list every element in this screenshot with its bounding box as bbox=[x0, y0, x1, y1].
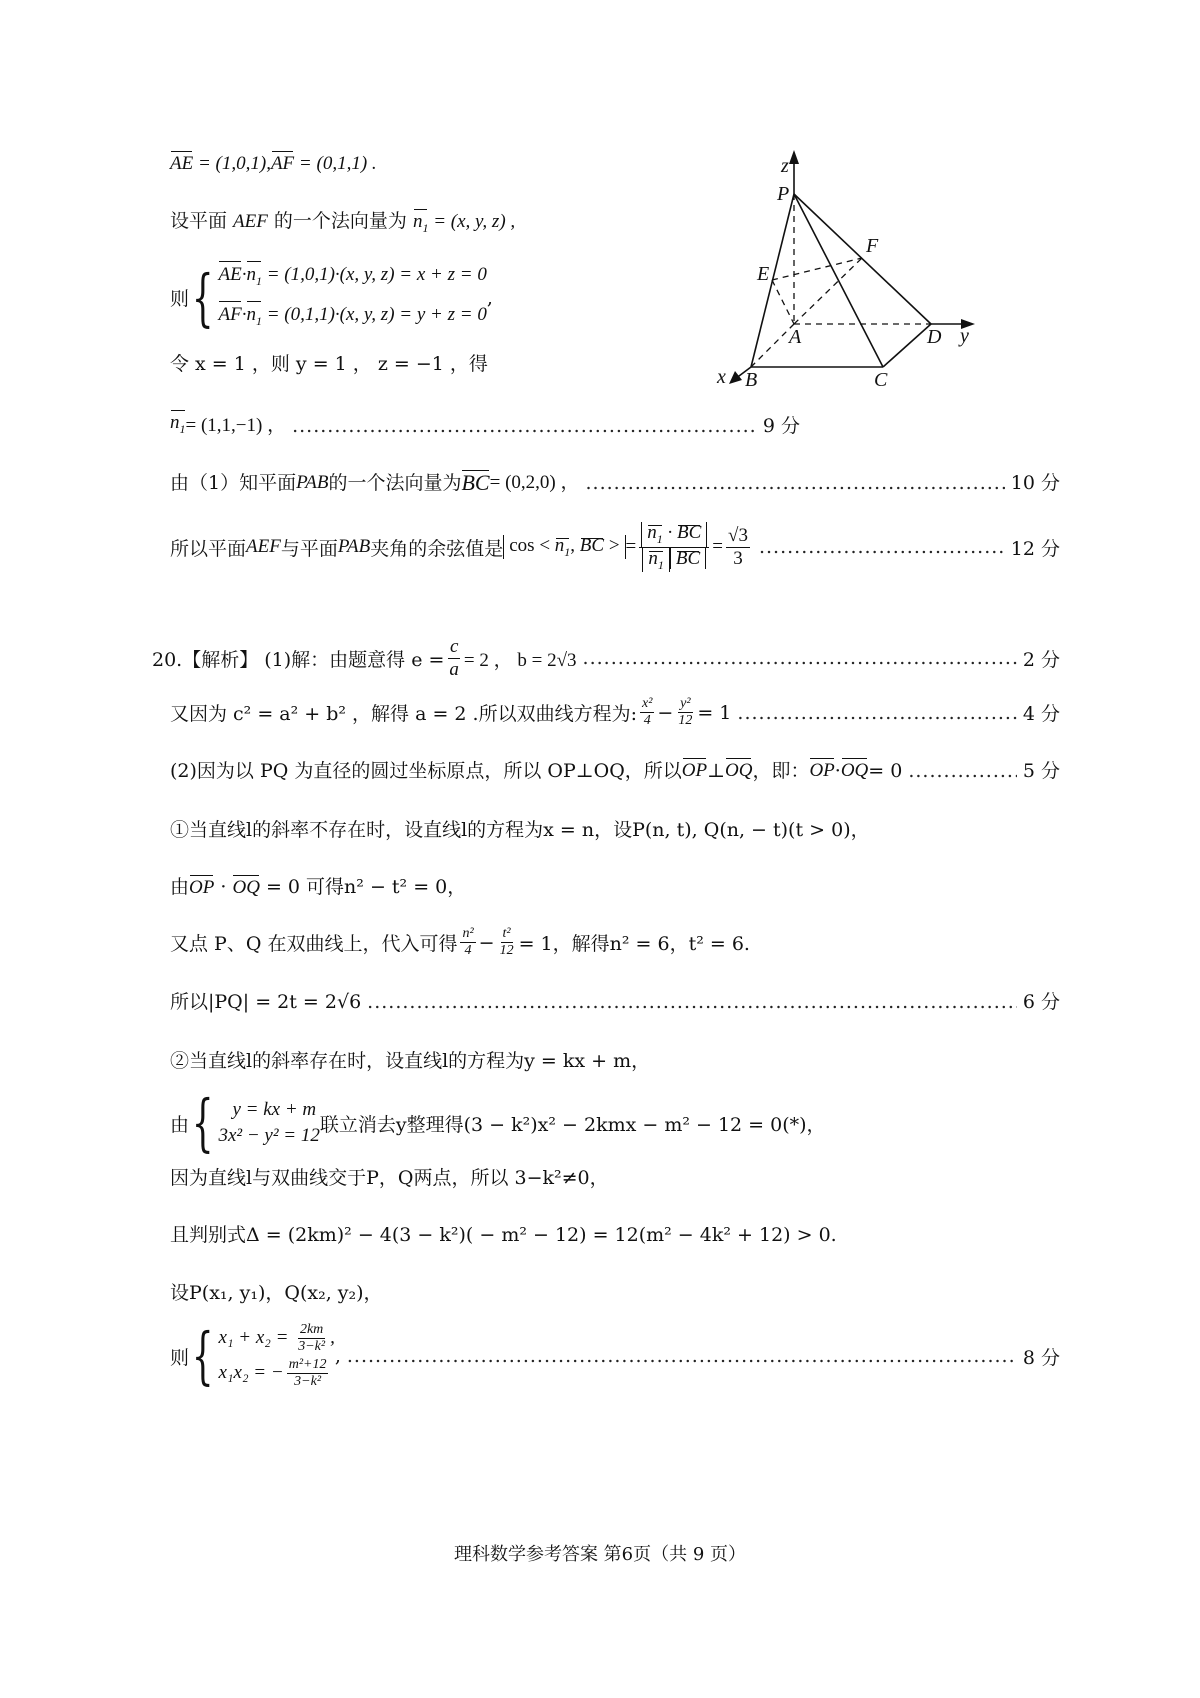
left-brace: { bbox=[191, 260, 214, 334]
score: 12 分 bbox=[1010, 537, 1060, 560]
case1-line: ①当直线l的斜率不存在时，设直线l的方程为x = n，设P(n, t), Q(n, − t)(t > 0)， bbox=[170, 819, 870, 841]
point-e-label: E bbox=[757, 263, 770, 285]
y-axis-label: y bbox=[960, 325, 969, 347]
case2-system-line: 由 { y = kx + m 3x² − y² = 12 联立消去y整理得(3 − k²)x² − 2kmx − m² − 12 = 0(*)， bbox=[170, 1086, 826, 1159]
score: 6 分 bbox=[1022, 991, 1060, 1013]
dot-leader bbox=[347, 1345, 1017, 1367]
score: 5 分 bbox=[1022, 760, 1060, 782]
let-x-line: 令 x = 1 ，则 y = 1 ， z = −1 ，得 bbox=[170, 353, 488, 375]
dot-leader bbox=[737, 702, 1016, 724]
vector-n1: $n_1$ bbox=[413, 206, 429, 244]
score: 8 分 bbox=[1022, 1346, 1060, 1369]
case2-line: ②当直线l的斜率存在时，设直线l的方程为y = kx + m， bbox=[170, 1050, 651, 1072]
vector-ae: AE bbox=[170, 148, 193, 180]
dot-leader bbox=[583, 647, 1017, 669]
perpendicular-line: (2)因为以 PQ 为直径的圆过坐标原点，所以 OP⊥OQ，所以 OP ⊥ OQ ，即： OP · OQ = 0 ..... 5 分 bbox=[170, 755, 1060, 787]
n1-result-line: $n_1$ = (1,1,−1) ， ..... 9 分 bbox=[170, 407, 800, 445]
dot-leader bbox=[292, 410, 757, 442]
cosine-line: 所以平面 AEF 与平面 PAB 夹角的余弦值是 $\cos < n_1$, BC > = $\frac{n_1 \cdot BC}{n_1 BC}$ = $\frac{√3}{3}$ ..... 12 分 bbox=[170, 522, 1060, 572]
vector-ae-af-line: AE = (1,0,1),AF = (0,1,1) . bbox=[170, 148, 1060, 180]
point-c-label: C bbox=[874, 369, 888, 391]
dot-leader bbox=[759, 536, 1005, 558]
points-definition-line: 设P(x₁, y₁)，Q(x₂, y₂)， bbox=[170, 1282, 383, 1304]
pab-normal-line: 由（1）知平面 PAB 的一个法向量为 BC = (0,2,0) ， ..... 10 分 bbox=[170, 467, 1060, 499]
point-p-label: P bbox=[777, 183, 790, 205]
dot-leader bbox=[908, 755, 1017, 787]
z-axis-arrow bbox=[789, 150, 799, 164]
point-d-label: D bbox=[927, 326, 942, 348]
q20-part1-line: 20.【解析】 (1)解：由题意得 e = $\frac{c}{a}$ = 2 ， b = 2√3 ..... 2 分 bbox=[152, 636, 1060, 681]
case1-substitute-line: 又点 P、Q 在双曲线上，代入可得 $\frac{\text{n²}}{4}$ − $\frac{\text{t²}}{12}$ = 1，解得n² = 6，t² = 6. bbox=[170, 926, 750, 959]
point-a-label: A bbox=[789, 326, 802, 348]
pyramid-figure bbox=[705, 148, 995, 398]
vector-af: AF bbox=[271, 148, 294, 180]
page-footer: 理科数学参考答案 第6页（共 9 页） bbox=[453, 1544, 747, 1565]
intersection-condition-line: 因为直线l与双曲线交于P，Q两点，所以 3−k²≠0， bbox=[170, 1167, 609, 1189]
cosine-fraction: $\frac{n_1 \cdot BC}{n_1 BC}$ bbox=[639, 522, 709, 572]
dot-leader bbox=[585, 467, 1004, 499]
vieta-sum: x₁ + x₂ = $\frac{2km}{\text{3−k²}}$ , bbox=[218, 1322, 335, 1355]
system-row-1: $AE\cdot n_1 = (1,0,1)\cdot(x$, y, z) = x + z = 0 bbox=[218, 258, 486, 298]
normal-vector-setup: 设平面 AEF 的一个法向量为 $n_1 = (x$, y, z) , bbox=[170, 205, 1060, 244]
left-brace: { bbox=[191, 1319, 214, 1393]
hyperbola-equation-line: 又因为 c² = a² + b² ，解得 a = 2 .所以双曲线方程为: $\frac{\text{x²}}{4}$ − $\frac{\text{y²}}{12}$ = 1 ..... 4 分 bbox=[170, 696, 1060, 729]
score: 2 分 bbox=[1022, 648, 1060, 671]
normal-vector-system: 则 { $AE\cdot n_1 = (1,0,1)\cdot(x$, y, z) = x + z = 0 $AF\cdot n_1 = (0,1,1)\cdot(x$, y, z) = y + z = 0 , bbox=[170, 258, 1060, 338]
discriminant-line: 且判别式Δ = (2km)² − 4(3 − k²)( − m² − 12) = 12(m² − 4k² + 12) > 0. bbox=[170, 1224, 837, 1246]
score: 10 分 bbox=[1010, 472, 1060, 494]
pq-length-line: 所以|PQ| = 2t = 2√6 ..... 6 分 bbox=[170, 986, 1060, 1018]
score: 4 分 bbox=[1022, 703, 1060, 726]
case1-dot-product-line: 由OP · OQ = 0 可得n² − t² = 0， bbox=[170, 871, 1060, 904]
vieta-line: 则 { x₁ + x₂ = $\frac{2km}{\text{3−k²}}$ , x₁x₂ = − $\frac{\text{m²+12}}{\text{3−k²}}$ , ..... 8 分 bbox=[170, 1322, 1060, 1390]
cos-abs: $\cos < n_1$, BC > bbox=[503, 535, 625, 560]
z-axis-label: z bbox=[781, 155, 789, 177]
x-axis-arrow bbox=[729, 371, 742, 384]
dot-leader bbox=[367, 986, 1017, 1018]
vector-n1: $n_1$ bbox=[170, 407, 186, 445]
point-b-label: B bbox=[745, 369, 758, 391]
vieta-product: x₁x₂ = − $\frac{\text{m²+12}}{\text{3−k²}}$ bbox=[218, 1357, 327, 1390]
left-brace: { bbox=[191, 1086, 214, 1159]
sqrt3-over-3: $\frac{√3}{3}$ bbox=[728, 524, 748, 569]
question-number: 20.【解析】 (1)解：由题意得 e = bbox=[152, 648, 445, 671]
x-axis-label: x bbox=[717, 366, 726, 388]
score: 9 分 bbox=[762, 414, 800, 437]
vector-bc: BC bbox=[461, 467, 489, 499]
system-row-2: $AF\cdot n_1 = (0,1,1)\cdot(x$, y, z) = y + z = 0 bbox=[218, 298, 486, 338]
point-f-label: F bbox=[866, 235, 879, 257]
